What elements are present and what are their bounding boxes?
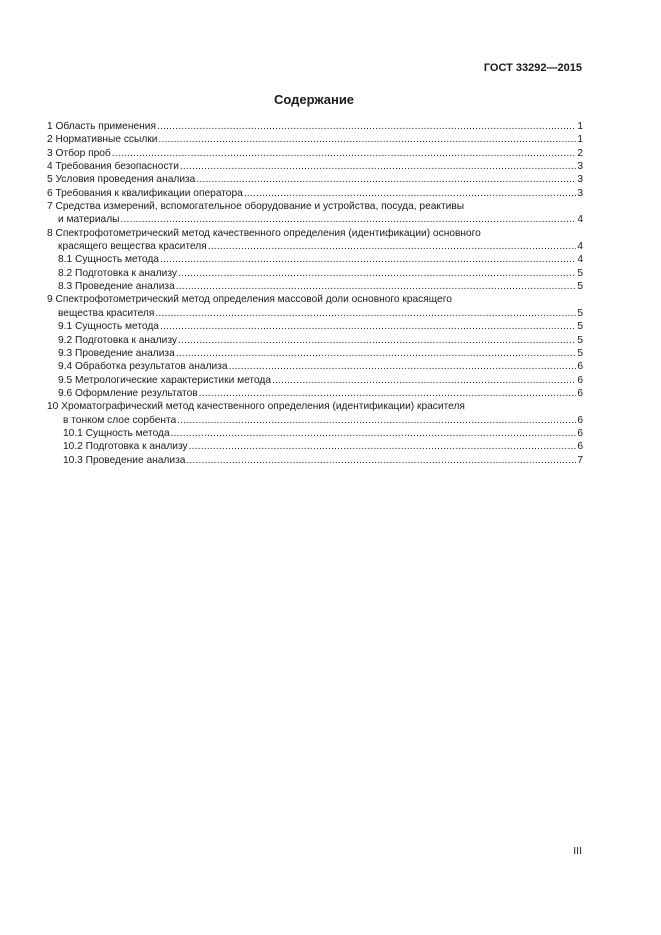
toc-entry[interactable] bbox=[47, 133, 583, 146]
toc-entry-text: 8.2 Подготовка к анализу bbox=[58, 267, 177, 279]
dot-leader bbox=[176, 280, 576, 293]
dot-leader bbox=[176, 347, 576, 360]
toc-entry[interactable] bbox=[47, 280, 583, 293]
dot-leader bbox=[244, 187, 576, 200]
dot-leader bbox=[120, 213, 576, 226]
dot-leader bbox=[186, 454, 576, 467]
toc-entry[interactable] bbox=[47, 147, 583, 160]
toc-entry-page: 5 bbox=[577, 334, 583, 346]
toc-entry[interactable] bbox=[47, 267, 583, 280]
toc-entry-page: 3 bbox=[577, 174, 583, 186]
toc-entry-page: 6 bbox=[577, 387, 583, 399]
toc-entry-page: 5 bbox=[577, 347, 583, 359]
toc-entry-page: 2 bbox=[577, 147, 583, 159]
dot-leader bbox=[171, 427, 576, 440]
dot-leader bbox=[160, 253, 576, 266]
toc-entry-text: 10.2 Подготовка к анализу bbox=[63, 441, 188, 453]
toc-entry[interactable] bbox=[47, 347, 583, 360]
toc-entry[interactable] bbox=[47, 374, 583, 387]
toc-entry-page: 3 bbox=[577, 187, 583, 199]
dot-leader bbox=[199, 387, 576, 400]
dot-leader bbox=[177, 414, 576, 427]
toc-entry-heading-line[interactable] bbox=[47, 200, 583, 213]
toc-entry-page: 4 bbox=[577, 241, 583, 253]
dot-leader bbox=[158, 133, 576, 146]
toc-entry[interactable] bbox=[47, 253, 583, 266]
toc-entry-text: красящего вещества красителя bbox=[58, 241, 207, 253]
toc-entry-text: 3 Отбор проб bbox=[47, 147, 111, 159]
toc-entry-page: 6 bbox=[577, 427, 583, 439]
toc-entry-text: 10 Хроматографический метод качественного определения (идентификации) красителя bbox=[47, 401, 465, 413]
toc-entry[interactable] bbox=[47, 213, 583, 226]
toc-entry-text: 10.3 Проведение анализа bbox=[63, 454, 186, 466]
toc-title: Содержание bbox=[273, 92, 355, 107]
toc-entry-page: 5 bbox=[577, 321, 583, 333]
toc-entry[interactable] bbox=[47, 240, 583, 253]
toc-entry-text: 7 Средства измерений, вспомогательное оборудование и устройства, посуда, реактивы bbox=[47, 201, 465, 213]
toc-entry[interactable] bbox=[47, 187, 583, 200]
dot-leader bbox=[189, 440, 576, 453]
toc-entry[interactable] bbox=[47, 334, 583, 347]
toc-entry[interactable] bbox=[47, 440, 583, 453]
dot-leader bbox=[272, 374, 576, 387]
dot-leader bbox=[112, 147, 576, 160]
dot-leader bbox=[229, 360, 576, 373]
toc-entry-page: 6 bbox=[577, 361, 583, 373]
dot-leader bbox=[178, 267, 576, 280]
toc-entry-text: 9.3 Проведение анализа bbox=[58, 347, 175, 359]
page-number: III bbox=[573, 845, 582, 857]
toc-entry-page: 4 bbox=[577, 214, 583, 226]
table-of-contents bbox=[47, 120, 583, 467]
toc-entry-heading-line[interactable] bbox=[47, 227, 583, 240]
toc-entry-page: 6 bbox=[577, 414, 583, 426]
toc-entry-text: 1 Область применения bbox=[47, 121, 156, 132]
toc-entry-page: 1 bbox=[577, 134, 583, 146]
standard-code: ГОСТ 33292—2015 bbox=[483, 62, 582, 74]
toc-entry[interactable] bbox=[47, 387, 583, 400]
toc-entry[interactable] bbox=[47, 414, 583, 427]
toc-entry-page: 6 bbox=[577, 441, 583, 453]
toc-entry-text: 9.6 Оформление результатов bbox=[58, 387, 198, 399]
toc-entry[interactable] bbox=[47, 307, 583, 320]
toc-entry-page: 4 bbox=[577, 254, 583, 266]
dot-leader bbox=[178, 334, 576, 347]
toc-entry-text: вещества красителя bbox=[58, 307, 155, 319]
toc-entry-text: 9.4 Обработка результатов анализа bbox=[58, 361, 228, 373]
toc-entry-text: 9.2 Подготовка к анализу bbox=[58, 334, 177, 346]
dot-leader bbox=[180, 160, 576, 173]
toc-entry[interactable] bbox=[47, 427, 583, 440]
toc-entry-text: 9.1 Сущность метода bbox=[58, 321, 159, 333]
toc-entry[interactable] bbox=[47, 160, 583, 173]
toc-entry-heading-line[interactable] bbox=[47, 400, 583, 413]
toc-entry-text: 9 Спектрофотометрический метод определения массовой доли основного красящего bbox=[47, 294, 452, 306]
toc-entry-page: 6 bbox=[577, 374, 583, 386]
toc-entry-text: 9.5 Метрологические характеристики метода bbox=[58, 374, 272, 386]
dot-leader bbox=[196, 173, 576, 186]
dot-leader bbox=[160, 320, 576, 333]
toc-entry-page: 5 bbox=[577, 307, 583, 319]
toc-entry-text: и материалы bbox=[58, 214, 120, 226]
toc-entry[interactable] bbox=[47, 454, 583, 467]
toc-entry[interactable] bbox=[47, 360, 583, 373]
toc-entry[interactable] bbox=[47, 320, 583, 333]
toc-entry-page: 5 bbox=[577, 267, 583, 279]
toc-entry-text: 10.1 Сущность метода bbox=[63, 427, 170, 439]
toc-entry-page: 1 bbox=[577, 121, 583, 132]
toc-entry-text: 8.3 Проведение анализа bbox=[58, 281, 175, 293]
toc-entry[interactable] bbox=[47, 173, 583, 186]
dot-leader bbox=[155, 307, 576, 320]
toc-entry-page: 7 bbox=[577, 454, 583, 466]
toc-entry-text: 8 Спектрофотометрический метод качественного определения (идентификации) основного bbox=[47, 227, 481, 239]
toc-entry-text: 6 Требования к квалификации оператора bbox=[47, 187, 243, 199]
dot-leader bbox=[208, 240, 576, 253]
toc-entry-text: 8.1 Сущность метода bbox=[58, 254, 159, 266]
toc-entry-page: 3 bbox=[577, 161, 583, 173]
toc-entry-text: в тонком слое сорбента bbox=[63, 414, 177, 426]
toc-entry-page: 5 bbox=[577, 281, 583, 293]
dot-leader bbox=[157, 120, 576, 133]
toc-entry[interactable] bbox=[47, 120, 583, 133]
toc-entry-text: 2 Нормативные ссылки bbox=[47, 134, 158, 146]
toc-entry-heading-line[interactable] bbox=[47, 293, 583, 306]
toc-entry-text: 5 Условия проведения анализа bbox=[47, 174, 196, 186]
toc-entry-text: 4 Требования безопасности bbox=[47, 161, 179, 173]
